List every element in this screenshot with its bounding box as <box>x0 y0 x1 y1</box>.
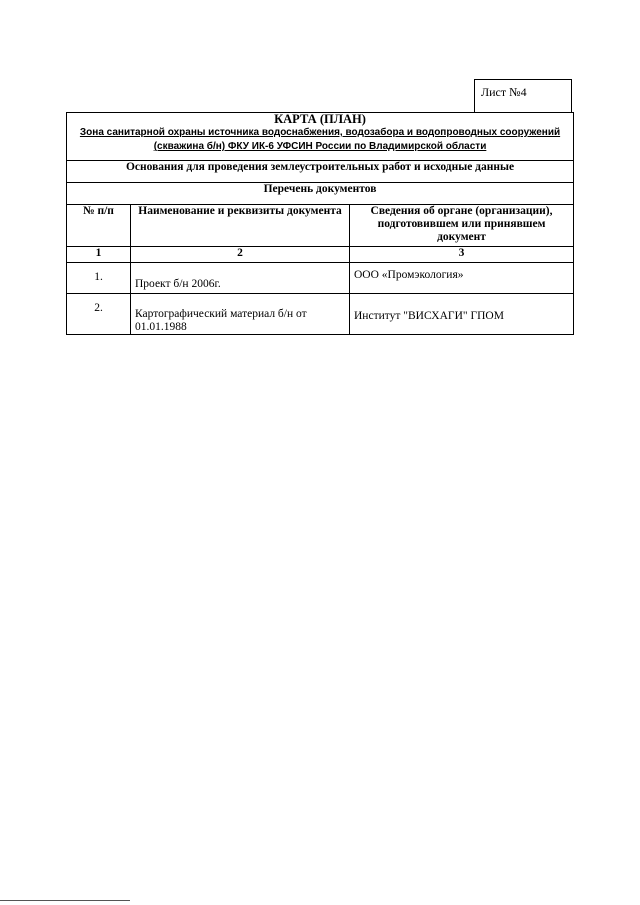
document-organization: ООО «Промэкология» <box>350 263 574 294</box>
basis-heading: Основания для проведения землеустроительных работ и исходные данные <box>67 161 574 183</box>
sheet-number-box <box>474 79 572 113</box>
column-number: 2 <box>131 247 350 263</box>
table-row <box>67 263 574 294</box>
row-number: 2. <box>67 294 131 335</box>
sheet-number-label: Лист №4 <box>481 85 527 99</box>
column-number: 3 <box>350 247 574 263</box>
column-header-num: № п/п <box>67 205 131 247</box>
basis-row <box>67 161 574 183</box>
title-cell <box>67 113 574 161</box>
column-number: 1 <box>67 247 131 263</box>
document-name: Картографический материал б/н от 01.01.1988 <box>131 294 350 335</box>
column-number-row <box>67 247 574 263</box>
documents-heading-row <box>67 183 574 205</box>
documents-heading: Перечень документов <box>67 183 574 205</box>
column-header-row <box>67 205 574 247</box>
document-organization: Институт "ВИСХАГИ" ГПОМ <box>350 294 574 335</box>
map-title: КАРТА (ПЛАН) <box>274 112 366 126</box>
row-number: 1. <box>67 263 131 294</box>
documents-table <box>66 112 574 335</box>
column-header-org: Сведения об органе (организации), подготовившем или принявшем документ <box>350 205 574 247</box>
column-header-name: Наименование и реквизиты документа <box>131 205 350 247</box>
table-row <box>67 294 574 335</box>
zone-subtitle-line2: (скважина б/н) ФКУ ИК-6 УФСИН России по Владимирской области <box>153 141 487 152</box>
document-name: Проект б/н 2006г. <box>131 263 350 294</box>
zone-subtitle-line1: Зона санитарной охраны источника водоснабжения, водозабора и водопроводных сооружений <box>79 127 561 138</box>
footer-rule <box>0 900 130 901</box>
title-row <box>67 113 574 161</box>
